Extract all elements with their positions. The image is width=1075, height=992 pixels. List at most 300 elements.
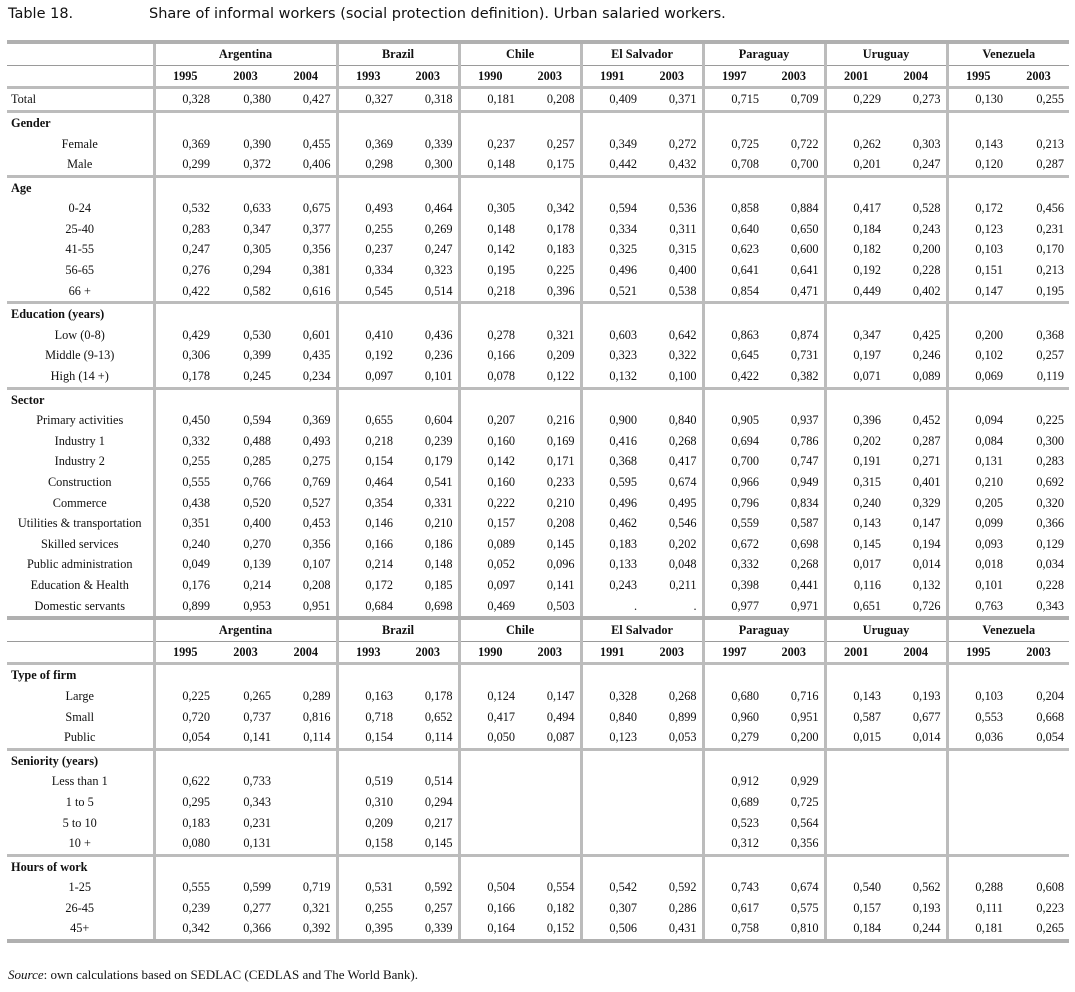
row-label: Education & Health: [30, 577, 129, 592]
data-cell: 0,169: [546, 433, 575, 448]
data-cell: 0,099: [947, 513, 1008, 534]
data-cell: 0,834: [790, 495, 819, 510]
data-cell: 0,356: [302, 536, 331, 551]
data-cell: 0,094: [947, 410, 1008, 431]
data-cell: 0,427: [276, 88, 337, 112]
data-cell: 0,409: [581, 88, 642, 112]
data-cell: 0,321: [546, 327, 575, 342]
data-cell: 0,210: [424, 516, 453, 531]
empty-cell: [886, 111, 947, 133]
data-cell: 0,532: [154, 198, 215, 219]
table-row: [7, 513, 1069, 534]
empty-cell: [215, 388, 276, 410]
row-label: High (14 +): [50, 369, 109, 384]
data-cell: 0,239: [424, 433, 453, 448]
row-label: Skilled services: [40, 536, 119, 551]
table-row: [7, 260, 1069, 281]
empty-cell: [1008, 111, 1069, 133]
data-cell: 0,672: [703, 534, 764, 555]
empty-cell: [215, 111, 276, 133]
row-label: 5 to 10: [62, 815, 97, 830]
data-cell: 0,332: [703, 554, 764, 575]
data-cell: 0,422: [703, 366, 764, 388]
data-cell: 0,014: [912, 557, 941, 572]
year-header: 2003: [398, 641, 459, 664]
row-label: 41-55: [65, 242, 95, 257]
data-cell: 0,495: [668, 495, 697, 510]
data-cell: 0,102: [947, 345, 1008, 366]
data-cell: 0,228: [1036, 577, 1065, 592]
data-cell: 0,863: [703, 325, 764, 346]
data-cell: 0,700: [703, 451, 764, 472]
data-cell: 0,450: [154, 410, 215, 431]
data-cell: 0,858: [703, 198, 764, 219]
data-cell: 0,677: [912, 709, 941, 724]
data-cell: 0,103: [947, 239, 1008, 260]
year-header: 2004: [276, 65, 337, 88]
row-label: Domestic servants: [7, 595, 154, 618]
data-cell: 0,071: [825, 366, 886, 388]
data-cell: 0,514: [424, 774, 453, 789]
data-cell: 0,141: [546, 577, 575, 592]
empty-cell: [520, 855, 581, 877]
data-cell: 0,236: [424, 348, 453, 363]
data-cell: 0,049: [154, 554, 215, 575]
data-cell: 0,668: [1036, 709, 1065, 724]
data-cell: 0,151: [947, 260, 1008, 281]
data-cell: 0,276: [154, 260, 215, 281]
data-cell: 0,554: [546, 880, 575, 895]
table-row: [7, 706, 1069, 727]
section-title: Type of firm: [7, 664, 154, 686]
data-cell: 0,130: [947, 88, 1008, 112]
empty-cell: [398, 855, 459, 877]
empty-cell: [825, 388, 886, 410]
data-cell: 0,233: [546, 475, 575, 490]
data-cell: 0,247: [154, 239, 215, 260]
empty-cell: [337, 388, 398, 410]
empty-cell: [764, 749, 825, 771]
data-cell: 0,216: [546, 413, 575, 428]
data-cell: 0,322: [668, 348, 697, 363]
empty-cell: [581, 303, 642, 325]
data-cell: 0,342: [154, 918, 215, 941]
data-cell: [581, 812, 642, 833]
table-row: [7, 492, 1069, 513]
data-cell: 0,594: [581, 198, 642, 219]
country-header: Paraguay: [703, 618, 825, 641]
data-cell: 0,210: [947, 472, 1008, 493]
data-cell: 0,449: [825, 281, 886, 303]
data-cell: 0,123: [581, 727, 642, 749]
data-cell: [459, 812, 520, 833]
empty-cell: [947, 664, 1008, 686]
data-cell: 0,172: [947, 198, 1008, 219]
empty-cell: [886, 855, 947, 877]
data-cell: [276, 833, 337, 855]
data-cell: 0,143: [947, 133, 1008, 154]
data-cell: 0,438: [154, 492, 215, 513]
data-cell: 0,255: [154, 451, 215, 472]
data-cell: 0,884: [790, 201, 819, 216]
empty-cell: [398, 303, 459, 325]
data-cell: 0,225: [546, 263, 575, 278]
empty-cell: [947, 855, 1008, 877]
data-cell: 0,854: [703, 281, 764, 303]
year-header: 2003: [398, 65, 459, 88]
data-cell: 0,743: [703, 877, 764, 898]
data-cell: 0,120: [947, 154, 1008, 176]
data-cell: 0,183: [154, 812, 215, 833]
empty-cell: [276, 303, 337, 325]
data-cell: 0,899: [668, 709, 697, 724]
empty-cell: [703, 664, 764, 686]
empty-cell: [703, 749, 764, 771]
data-cell: 0,655: [337, 410, 398, 431]
data-cell: 0,277: [243, 900, 271, 915]
data-cell: 0,225: [154, 686, 215, 707]
empty-cell: [886, 664, 947, 686]
empty-cell: [764, 176, 825, 198]
country-header: El Salvador: [581, 618, 703, 641]
data-cell: 0,132: [912, 577, 941, 592]
table-row: [7, 771, 1069, 792]
data-cell: 0,432: [668, 157, 697, 172]
data-cell: 0,343: [1008, 595, 1069, 618]
empty-cell: [276, 111, 337, 133]
data-cell: 0,949: [790, 475, 819, 490]
data-cell: 0,148: [459, 219, 520, 240]
country-header: Paraguay: [703, 42, 825, 65]
data-cell: 0,123: [947, 219, 1008, 240]
data-cell: 0,257: [546, 136, 575, 151]
table-row: [7, 198, 1069, 219]
data-cell: [459, 771, 520, 792]
data-cell: 0,270: [243, 536, 271, 551]
data-cell: 0,218: [459, 281, 520, 303]
data-cell: 0,166: [337, 534, 398, 555]
year-header: 1997: [703, 65, 764, 88]
section-title: Hours of work: [7, 855, 154, 877]
data-cell: 0,054: [154, 727, 215, 749]
data-cell: 0,720: [154, 706, 215, 727]
empty-cell: [1008, 303, 1069, 325]
data-cell: 0,645: [703, 345, 764, 366]
table-title: [8, 6, 1068, 28]
data-cell: 0,194: [912, 536, 941, 551]
data-cell: 0,600: [790, 242, 819, 257]
data-cell: 0,211: [669, 577, 697, 592]
data-cell: 0,129: [1036, 536, 1065, 551]
empty-cell: [154, 111, 215, 133]
empty-cell: [337, 749, 398, 771]
data-cell: [276, 812, 337, 833]
data-cell: 0,170: [1036, 242, 1065, 257]
data-cell: 0,171: [546, 454, 575, 469]
data-cell: 0,145: [825, 534, 886, 555]
data-cell: 0,303: [912, 136, 941, 151]
data-cell: 0,222: [459, 492, 520, 513]
year-header: 1997: [703, 641, 764, 664]
data-cell: 0,329: [912, 495, 941, 510]
data-cell: 0,900: [581, 410, 642, 431]
data-cell: 0,960: [703, 706, 764, 727]
data-cell: .: [642, 595, 703, 618]
data-cell: 0,191: [825, 451, 886, 472]
empty-cell: [642, 303, 703, 325]
data-cell: [276, 792, 337, 813]
data-cell: [947, 812, 1008, 833]
data-cell: 0,425: [912, 327, 941, 342]
empty-cell: [276, 749, 337, 771]
data-cell: 0,380: [215, 88, 276, 112]
empty-cell: [215, 176, 276, 198]
table-row: [7, 88, 1069, 112]
data-cell: 0,519: [337, 771, 398, 792]
data-cell: 0,601: [302, 327, 331, 342]
empty-cell: [947, 388, 1008, 410]
data-cell: 0,905: [703, 410, 764, 431]
data-cell: 0,455: [302, 136, 331, 151]
data-cell: 0,708: [703, 154, 764, 176]
data-cell: 0,347: [243, 221, 271, 236]
data-cell: 0,496: [581, 260, 642, 281]
data-cell: 0,382: [790, 369, 819, 384]
data-cell: 0,133: [581, 554, 642, 575]
data-cell: 0,192: [337, 345, 398, 366]
data-cell: 0,142: [459, 451, 520, 472]
data-cell: 0,400: [243, 516, 271, 531]
data-cell: 0,225: [1036, 413, 1065, 428]
data-cell: 0,493: [302, 433, 331, 448]
data-cell: 0,406: [302, 157, 331, 172]
data-cell: [886, 771, 947, 792]
year-header: 2004: [886, 641, 947, 664]
data-cell: 0,286: [668, 900, 697, 915]
data-cell: 0,700: [790, 157, 819, 172]
empty-cell: [1008, 749, 1069, 771]
table-row: [7, 345, 1069, 366]
data-cell: 0,493: [337, 198, 398, 219]
data-cell: 0,287: [1036, 157, 1065, 172]
data-cell: 0,097: [337, 366, 398, 388]
data-cell: 0,078: [459, 366, 520, 388]
section-header-row: [7, 111, 1069, 133]
data-cell: 0,622: [154, 771, 215, 792]
data-cell: 0,366: [215, 918, 276, 941]
data-cell: 0,178: [546, 221, 575, 236]
data-cell: 0,747: [790, 454, 819, 469]
data-cell: 0,311: [669, 221, 697, 236]
row-label: Industry 1: [54, 433, 105, 448]
data-cell: 0,464: [337, 472, 398, 493]
data-cell: 0,737: [243, 709, 271, 724]
data-cell: 0,181: [459, 88, 520, 112]
data-cell: 0,758: [703, 918, 764, 941]
empty-cell: [581, 176, 642, 198]
year-header: 1995: [947, 641, 1008, 664]
empty-cell: [947, 111, 1008, 133]
year-header: 2004: [886, 65, 947, 88]
data-cell: 0,240: [825, 492, 886, 513]
table-number: Table 18.: [8, 6, 74, 22]
empty-cell: [764, 111, 825, 133]
data-cell: 0,684: [337, 595, 398, 618]
row-label: Low (0-8): [54, 327, 105, 342]
data-cell: 0,246: [912, 348, 941, 363]
row-label: 26-45: [65, 900, 95, 915]
data-cell: 0,101: [947, 575, 1008, 596]
data-cell: 0,399: [243, 348, 271, 363]
data-cell: 0,166: [459, 345, 520, 366]
data-cell: 0,899: [154, 595, 215, 618]
country-header-row: [7, 42, 1069, 65]
data-cell: 0,599: [243, 880, 271, 895]
data-cell: 0,214: [337, 554, 398, 575]
data-cell: 0,289: [302, 688, 331, 703]
data-cell: 0,214: [243, 577, 271, 592]
data-cell: 0,283: [1036, 454, 1065, 469]
data-cell: 0,273: [886, 88, 947, 112]
year-header: 2003: [215, 641, 276, 664]
data-cell: 0,719: [302, 880, 331, 895]
year-header: 1995: [154, 641, 215, 664]
table-caption: Share of informal workers (social protection definition). Urban salaried workers.: [149, 6, 726, 22]
data-cell: 0,239: [154, 898, 215, 919]
data-cell: 0,269: [424, 221, 453, 236]
data-cell: 0,503: [520, 595, 581, 618]
data-cell: 0,538: [668, 283, 697, 298]
data-cell: 0,347: [825, 325, 886, 346]
data-cell: [947, 833, 1008, 855]
data-cell: 0,650: [790, 221, 819, 236]
data-cell: [642, 792, 703, 813]
data-cell: 0,633: [243, 201, 271, 216]
empty-cell: [215, 749, 276, 771]
data-cell: 0,417: [459, 706, 520, 727]
data-cell: 0,369: [154, 133, 215, 154]
data-cell: 0,410: [337, 325, 398, 346]
row-label: Total: [7, 88, 154, 112]
row-label: Large: [65, 688, 94, 703]
data-cell: 0,528: [912, 201, 941, 216]
data-cell: 0,017: [825, 554, 886, 575]
empty-cell: [703, 176, 764, 198]
empty-cell: [154, 749, 215, 771]
data-cell: 0,231: [243, 815, 271, 830]
data-cell: 0,320: [1036, 495, 1065, 510]
data-cell: 0,172: [337, 575, 398, 596]
empty-cell: [947, 176, 1008, 198]
data-cell: 0,733: [243, 774, 271, 789]
row-label: Industry 2: [54, 454, 105, 469]
data-cell: 0,763: [947, 595, 1008, 618]
data-cell: 0,368: [1036, 327, 1065, 342]
data-cell: [886, 833, 947, 855]
table-row: [7, 451, 1069, 472]
data-cell: 0,769: [302, 475, 331, 490]
data-cell: 0,298: [337, 154, 398, 176]
year-header-row: [7, 641, 1069, 664]
data-cell: 0,398: [703, 575, 764, 596]
data-cell: 0,506: [581, 918, 642, 941]
data-cell: 0,101: [424, 369, 453, 384]
data-cell: 0,080: [154, 833, 215, 855]
data-cell: 0,929: [790, 774, 819, 789]
data-cell: 0,182: [825, 239, 886, 260]
table-row: [7, 410, 1069, 431]
data-cell: 0,268: [790, 557, 819, 572]
data-cell: 0,442: [581, 154, 642, 176]
empty-cell: [337, 111, 398, 133]
data-cell: 0,689: [703, 792, 764, 813]
empty-cell: [459, 749, 520, 771]
empty-cell: [886, 749, 947, 771]
data-cell: 0,651: [825, 595, 886, 618]
data-cell: [825, 771, 886, 792]
data-cell: 0,559: [703, 513, 764, 534]
data-cell: 0,255: [337, 219, 398, 240]
data-cell: [825, 833, 886, 855]
section-header-row: [7, 749, 1069, 771]
data-cell: [1008, 792, 1069, 813]
data-cell: 0,343: [243, 794, 271, 809]
data-cell: 0,200: [912, 242, 941, 257]
data-cell: 0,977: [703, 595, 764, 618]
data-cell: 0,237: [459, 133, 520, 154]
data-cell: 0,163: [337, 686, 398, 707]
data-cell: 0,369: [302, 413, 331, 428]
data-cell: 0,623: [703, 239, 764, 260]
data-cell: 0,096: [546, 557, 575, 572]
data-cell: 0,157: [825, 898, 886, 919]
data-cell: 0,053: [668, 730, 697, 745]
data-cell: 0,545: [337, 281, 398, 303]
row-label: Small: [65, 709, 95, 724]
data-cell: 0,050: [459, 727, 520, 749]
data-cell: 0,307: [581, 898, 642, 919]
data-cell: 0,179: [424, 454, 453, 469]
data-cell: 0,166: [459, 898, 520, 919]
data-cell: 0,295: [154, 792, 215, 813]
data-cell: 0,205: [947, 492, 1008, 513]
empty-cell: [520, 388, 581, 410]
data-cell: 0,604: [424, 413, 453, 428]
data-cell: 0,715: [703, 88, 764, 112]
section-title: Education (years): [7, 303, 154, 325]
data-cell: 0,371: [642, 88, 703, 112]
empty-cell: [398, 176, 459, 198]
data-cell: 0,192: [825, 260, 886, 281]
data-cell: [520, 771, 581, 792]
data-cell: 0,642: [668, 327, 697, 342]
data-cell: 0,462: [581, 513, 642, 534]
country-header: Uruguay: [825, 42, 947, 65]
data-cell: 0,175: [546, 157, 575, 172]
table-row: [7, 812, 1069, 833]
year-header: 1990: [459, 641, 520, 664]
data-cell: 0,089: [912, 369, 941, 384]
data-cell: [642, 771, 703, 792]
data-cell: 0,208: [520, 88, 581, 112]
data-cell: 0,300: [424, 157, 453, 172]
section-header-row: [7, 176, 1069, 198]
data-cell: 0,417: [825, 198, 886, 219]
empty-cell: [581, 749, 642, 771]
data-cell: 0,334: [337, 260, 398, 281]
data-cell: 0,247: [424, 242, 453, 257]
data-cell: 0,912: [703, 771, 764, 792]
